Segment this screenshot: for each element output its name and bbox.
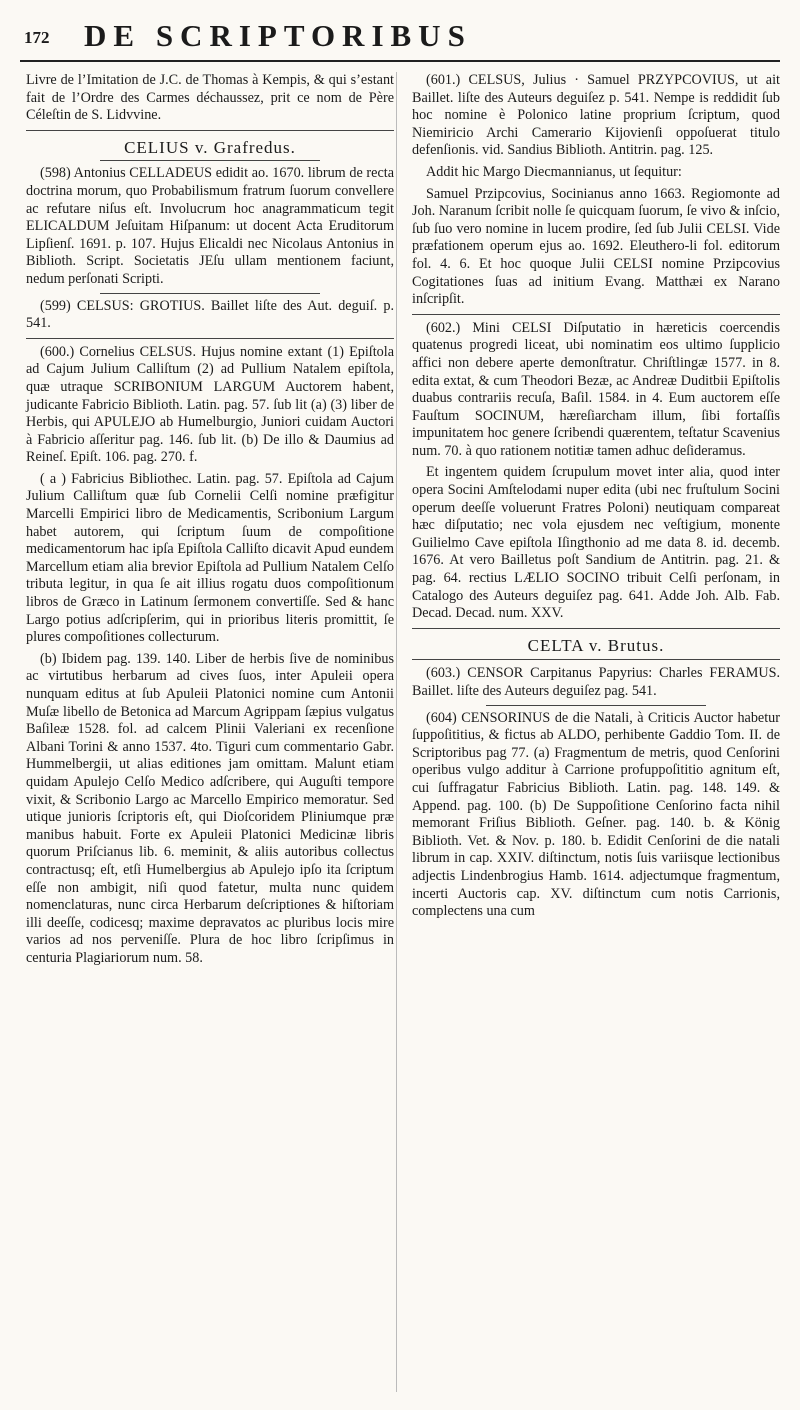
page-number: 172 — [24, 28, 50, 47]
footnote-a: ( a ) Fabricius Bibliothec. Latin. pag. 57. Epiſtola ad Cajum Julium Calliſtum quæ ſub Cornelii Celſi nomine præfigitur Marcelli Empirici libro de Medicamentis, Scribonium Largum habet autorem, qui ſcriptum ſuum de compoſitione medicamentorum hac ipſa Epiſtola Calliſto dicavit Apud eundem Marcellum etiam alia brevior Epiſtola ad Pullium Natalem Celſo tributa legitur, in qua ſe ait illius rogatu duos compoſitionum libros de Græco in Latinum ſermonem convertiſſe. Sed & hanc Largo potius adſcripſerim, qui in prioribus literis promittit, ſe plures compoſitiones collecturum. — [26, 470, 394, 646]
footnote-b: (b) Ibidem pag. 139. 140. Liber de herbis ſive de nominibus ac virtutibus herbarum ad cives ſuos, inter Apuleii opera nunquam editus at ſub Apuleii Platonici nomine cum Antonii Muſæ libello de Betonica ad Marcum Agrippam ſæpius vulgatus Baſileæ 1528. fol. ad calcem Plinii Valeriani ex recenſione Albani Torini & anno 1537. 4to. Tiguri cum commentario Gabr. Hummelbergii, ut alias editiones jam omittam. Malunt etiam quidam Apulejo Celſo Medico adſcribere, qui Auguſti tempore vixit, & Scribonio Largo ac Marcello Empirico memoratur. Sed utique junioris ſcriptoris eſt, qui Dioſcoridem Pliniumque præ manibus habuit. Forte ex Apuleii Platonici Medicinæ libris quorum Priſcianus lib. 6. meminit, & aliis autoribus collectus contractusq; eſt, etſi Humelbergius ab Apulejo ipſo ita ſcriptum eſſe non ambigit, niſi quod fatetur, multa nunc quidem nomenclaturas, nunc circa Herbarum deſcriptiones & hiſtoriam illi deeſſe, codicesq; maxime depravatos ac pluribus locis mire varios ad nos perveniſſe. Plura de hoc libro ſcripſimus in centuria Plagiariorum num. 58. — [26, 650, 394, 966]
entry-598: (598) Antonius CELLADEUS edidit ao. 1670. librum de recta doctrina morum, quo Probabilismum fratrum ſuorum convellere ac refutare niſus eſt. Involucrum hoc anagrammaticum tegit ELICALDUM Jeſuitam Hiſpanum: ut docent Acta Eruditorum Lipſienſ. 1691. p. 107. Hujus Elicaldi nec Nicolaus Antonius in Biblioth. Script. Societatis JEſu ullam mentionem faciunt, nedum perſonati Scripti. — [26, 165, 394, 287]
entry-continuation: Livre de l’Imitation de J.C. de Thomas à Kempis, & qui s’estant fait de l’Ordre des Carmes déchaussez, prit ce nom de Père Céleſtin de S. Lidvvine. — [26, 72, 394, 124]
divider — [100, 160, 321, 161]
divider — [486, 705, 707, 706]
column-divider — [396, 72, 397, 1392]
right-column — [412, 72, 780, 925]
divider — [26, 338, 394, 339]
entry-603: (603.) CENSOR Carpitanus Papyrius: Charles FERAMUS. Baillet. liſte des Auteurs deguiſez pag. 541. — [412, 665, 780, 699]
entry-602: (602.) Mini CELSI Diſputatio in hæreticis coercendis quatenus progredi liceat, ubi nominatim eos ultimo ſupplicio affici non debere aperte demonſtratur. Chriſtlingæ 1577. in 8. edita extat, & cum Theodori Bezæ, ac Andreæ Duditbii Epiſtolis duabus contrariis recuſa, Baſil. 1584. in 4. Eum auctorem eſſe Fauſtum SOCINUM, hæreſiarcham illum, ſibi fortaſſis impunitatem hoc genere ſcribendi quærentem, teſtatur Scavenius num. 70. à quo rationem notitiæ tamen adhuc deſideramus. — [412, 319, 780, 459]
entry-601-margin: Addit hic Margo Diecmannianus, ut ſequitur: — [426, 163, 682, 180]
header-rule — [20, 60, 780, 62]
entry-600: (600.) Cornelius CELSUS. Hujus nomine extant (1) Epiſtola ad Cajum Julium Calliſtum (2) ad Pullium Natalem epiſtola, quæ utraque SCRIBONIUM LARGUM Auctorem habent, judicante Fabricio Biblioth. Latin. pag. 57. ſub lit (a) (3) liber de Herbis, qui APULEJO ab Humelburgio, Juniori cuidam Auctori à Fabricio aſſeritur pag. 146. ſub lit. (b) De illo & Daumius ad Reineſ. Epiſt. 106. pag. 270. f. — [26, 343, 394, 466]
divider — [412, 628, 780, 629]
divider — [412, 314, 780, 315]
left-column — [26, 72, 394, 972]
entry-601: (601.) CELSUS, Julius · Samuel PRZYPCOVIUS, ut ait Baillet. liſte des Auteurs deguiſez p. 541. Nempe is reddidit ſub hoc nomine è Polonico latine proprium ſcriptum, quod Niemiricio Archi Camerario Kijovienſi oppoſuerat titulo defenſionis. vid. Sandius Biblioth. Antitrin. pag. 125. — [412, 72, 780, 159]
section-heading: CELTA v. Brutus. — [527, 635, 665, 655]
divider — [412, 659, 780, 660]
running-head: DE SCRIPTORIBUS — [84, 18, 472, 53]
entry-604: (604) CENSORINUS de die Natali, à Criticis Auctor habetur ſuppoſititius, & fictus ab ALDO, perhibente Gaddio Tom. II. de Scriptoribus pag 77. (a) Fragmentum de metris, quod Cenſorini operibus vulgo additur à Carrione profuppoſititio agnitum eſt, cui ſuffragatur Fabricius Biblioth. Latin. pag. 148. 149. & Append. pag. 100. (b) De Suppoſitione Cenſorino facta nihil memorant Friſius Biblioth. Geſner. pag. 140. b. & König Biblioth. Vet. & Nov. p. 180. b. Edidit Cenſorini de die natali librum in cap. XXIV. diſtinctum, notis ſuis variisque lectionibus adjectis Lindenbrogius Hamb. 1614. adjectumque fragmentum, incerti Auctoris cap. XV. diſtinctum cum notis Carrionis, complectens una cum — [412, 709, 780, 920]
divider — [26, 130, 394, 131]
entry-599: (599) CELSUS: GROTIUS. Baillet liſte des Aut. deguiſ. p. 541. — [26, 297, 394, 332]
section-heading: CELIUS v. Grafredus. — [124, 137, 296, 157]
entry-601-note: Samuel Przipcovius, Socinianus anno 1663. Regiomonte ad Joh. Naranum ſcribit nolle ſe quicquam ſuorum, ſe vivo & inſcio, ſub ſuo vero nomine in lucem prodire, ſed ſub Julii CELSI. Vide præfationem operum ejus ao. 1692. Eleuthero-li fol. editorum fol. 4. 6. Et hoc quoque Julii CELSI nomine Przipcovius Cogitationes ſuas ad initium Evang. Matthæi ex Narano inſcripſit. — [412, 185, 780, 308]
divider — [100, 293, 321, 294]
entry-602-cont: Et ingentem quidem ſcrupulum movet inter alia, quod inter opera Socini Amſtelodami nuper edita (ubi nec fruſtulum Socini operum deeſſe voluerunt Fratres Poloni) neutiquam compareat hæc diſputatio; nec vola ejusdem nec veſtigium, monente Guilielmo Cave epiſtola Iſingthonio ad me data 8. id. decemb. 1676. At vero Bailletus poſt Sandium de Antitrin. pag. 21. & pag. 64. rectius LÆLIO SOCINO tribuit Celſi perſonam, in Catalogo des Auteurs deguiſez pag. 641. Adde Joh. Alb. Fab. Decad. Decad. num. XXV. — [412, 464, 780, 622]
